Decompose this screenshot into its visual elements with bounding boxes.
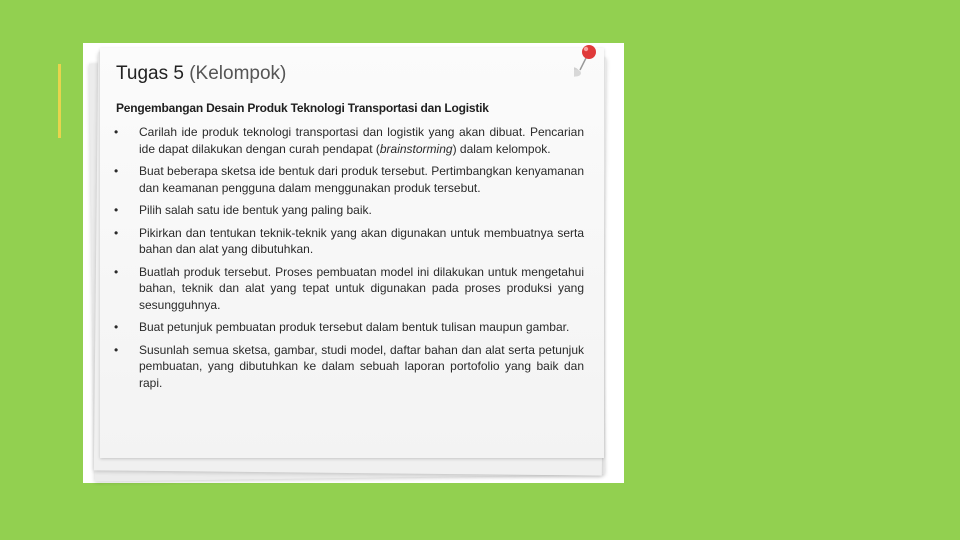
task-list bbox=[112, 124, 584, 397]
bullet-icon: • bbox=[114, 264, 119, 279]
task-item bbox=[112, 225, 584, 258]
task-title bbox=[116, 63, 286, 85]
task-item bbox=[112, 124, 584, 157]
bullet-icon: • bbox=[114, 125, 119, 139]
task-subtitle: Pengembangan Desain Produk Teknologi Transportasi dan Logistik bbox=[116, 101, 489, 115]
task-text-end: ) dalam kelompok. bbox=[452, 141, 551, 156]
task-item bbox=[112, 202, 584, 219]
bullet-icon: • bbox=[114, 225, 119, 240]
task-text: Buatlah produk tersebut. Proses pembuatan model ini dilakukan untuk mengetahui bahan, teknik dan alat yang tepat untuk digunakan pada proses produksi yang sesungguhnya. bbox=[139, 264, 584, 312]
task-text: Pilih salah satu ide bentuk yang paling baik. bbox=[139, 203, 372, 217]
bullet-icon: • bbox=[114, 320, 119, 334]
task-text: Buat petunjuk pembuatan produk tersebut dalam bentuk tulisan maupun gambar. bbox=[139, 320, 570, 334]
title-main: Tugas 5 bbox=[116, 63, 190, 84]
bullet-icon: • bbox=[114, 164, 119, 178]
task-item bbox=[112, 163, 584, 196]
title-group-label: (Kelompok) bbox=[189, 63, 287, 84]
task-text: Carilah ide produk teknologi transportasi dan logistik yang akan dibuat. Pencarian ide dapat dilakukan dengan curah pendapat ( bbox=[139, 125, 584, 156]
task-item bbox=[112, 342, 584, 392]
task-emphasis: brainstorming bbox=[379, 141, 453, 156]
accent-bar bbox=[58, 64, 61, 138]
bullet-icon: • bbox=[114, 203, 119, 217]
task-text: Buat beberapa sketsa ide bentuk dari produk tersebut. Pertimbangkan kenyamanan dan keamanan pengguna dalam menggunakan produk tersebut. bbox=[139, 164, 584, 195]
task-item bbox=[112, 264, 584, 314]
task-item bbox=[112, 319, 584, 336]
task-text: Susunlah semua sketsa, gambar, studi model, daftar bahan dan alat serta petunjuk pembuatan, yang dibutuhkan ke dalam sebuah laporan portofolio yang baik dan rapi. bbox=[139, 342, 584, 390]
task-text: Pikirkan dan tentukan teknik-teknik yang akan digunakan untuk membuatnya serta bahan dan alat yang dibutuhkan. bbox=[139, 225, 584, 256]
bullet-icon: • bbox=[114, 342, 119, 357]
push-pin-icon bbox=[574, 42, 604, 82]
